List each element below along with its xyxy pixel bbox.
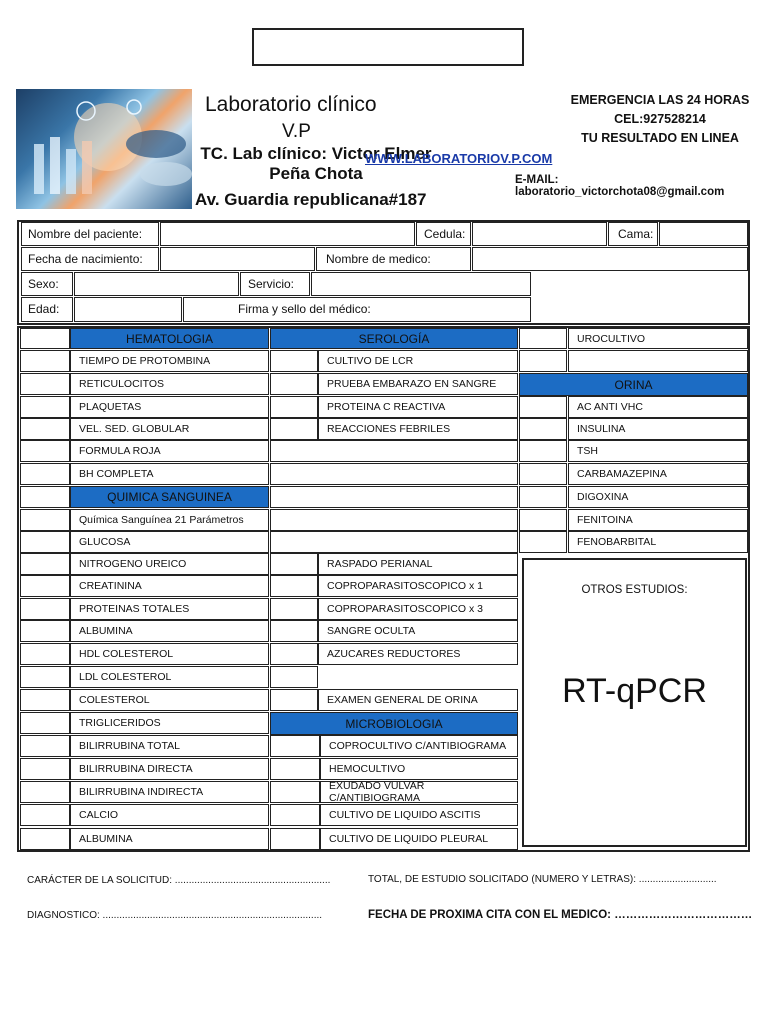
test-checkbox[interactable] (270, 463, 518, 485)
patient-name-label: Nombre del paciente: (28, 227, 143, 241)
test-item: HDL COLESTEROL (70, 643, 269, 665)
test-item: CREATININA (70, 575, 269, 597)
test-item: PROTEINAS TOTALES (70, 598, 269, 620)
total-estudios: TOTAL, DE ESTUDIO SOLICITADO (NUMERO Y LETRAS): ............................ (368, 874, 717, 885)
lab-subtitle: V.P (282, 121, 311, 142)
test-checkbox[interactable] (270, 531, 518, 553)
test-checkbox[interactable] (270, 828, 320, 850)
test-checkbox[interactable] (20, 781, 70, 803)
test-checkbox[interactable] (519, 486, 567, 508)
age-field[interactable] (74, 297, 182, 322)
test-checkbox[interactable] (20, 735, 70, 757)
test-item: CULTIVO DE LIQUIDO PLEURAL (320, 828, 518, 850)
test-checkbox[interactable] (20, 758, 70, 780)
test-checkbox[interactable] (20, 440, 70, 462)
test-checkbox[interactable] (270, 643, 318, 665)
test-checkbox[interactable] (20, 373, 70, 395)
lab-title: Laboratorio clínico (205, 93, 377, 116)
sex-field[interactable] (74, 272, 239, 296)
lab-website-link[interactable]: WWW.LABORATORIOV.P.COM (365, 151, 553, 166)
test-checkbox[interactable] (519, 509, 567, 531)
test-checkbox[interactable] (270, 598, 318, 620)
test-item: UROCULTIVO (568, 328, 748, 349)
test-checkbox[interactable] (20, 828, 70, 850)
cel-text: CEL:927528214 (614, 112, 706, 126)
email-text: E-MAIL: laboratorio_victorchota08@gmail.com (515, 174, 725, 198)
test-checkbox[interactable] (20, 553, 70, 575)
test-item: TSH (568, 440, 748, 462)
section-serologia: SEROLOGÍA (270, 328, 518, 349)
section-quimica: QUIMICA SANGUINEA (70, 486, 269, 508)
lab-tc: TC. Lab clínico: Victor Elmer Peña Chota (200, 144, 432, 183)
test-checkbox[interactable] (270, 575, 318, 597)
test-item: RASPADO PERIANAL (318, 553, 518, 575)
test-checkbox[interactable] (20, 463, 70, 485)
test-item: DIGOXINA (568, 486, 748, 508)
test-item: BH COMPLETA (70, 463, 269, 485)
test-checkbox[interactable] (270, 553, 318, 575)
cedula-field[interactable] (472, 222, 607, 246)
patient-name-field[interactable] (160, 222, 415, 246)
test-checkbox[interactable] (270, 509, 518, 531)
test-checkbox[interactable] (270, 350, 318, 372)
cedula-label: Cedula: (424, 227, 466, 241)
test-item: CULTIVO DE LCR (318, 350, 518, 372)
test-item: FORMULA ROJA (70, 440, 269, 462)
test-checkbox[interactable] (270, 758, 320, 780)
test-item: INSULINA (568, 418, 748, 440)
test-item: Química Sanguínea 21 Parámetros (70, 509, 269, 531)
test-checkbox[interactable] (270, 440, 518, 462)
section-microbiologia: MICROBIOLOGIA (270, 712, 518, 735)
test-checkbox[interactable] (270, 418, 318, 440)
lab-photo (16, 89, 192, 209)
test-checkbox[interactable] (270, 486, 518, 508)
test-checkbox[interactable] (519, 531, 567, 553)
caracter-solicitud: CARÁCTER DE LA SOLICITUD: ........................................................ (27, 875, 331, 886)
test-checkbox[interactable] (519, 463, 567, 485)
cama-label: Cama: (618, 227, 654, 241)
test-item: PROTEINA C REACTIVA (318, 396, 518, 418)
test-checkbox[interactable] (568, 350, 748, 372)
top-blank-box (252, 28, 524, 66)
test-item: RETICULOCITOS (70, 373, 269, 395)
test-item: BILIRRUBINA INDIRECTA (70, 781, 269, 803)
test-item: COPROPARASITOSCOPICO x 1 (318, 575, 518, 597)
test-checkbox[interactable] (20, 804, 70, 826)
test-checkbox[interactable] (270, 781, 320, 803)
test-item: AC ANTI VHC (568, 396, 748, 418)
test-item: NITROGENO UREICO (70, 553, 269, 575)
test-item: FENITOINA (568, 509, 748, 531)
test-checkbox[interactable] (270, 735, 320, 757)
test-item: CULTIVO DE LIQUIDO ASCITIS (320, 804, 518, 826)
test-item: BILIRRUBINA DIRECTA (70, 758, 269, 780)
test-item: COPROPARASITOSCOPICO x 3 (318, 598, 518, 620)
test-checkbox[interactable] (519, 440, 567, 462)
sex-label: Sexo: (28, 277, 59, 291)
test-checkbox[interactable] (20, 486, 70, 508)
section-hematologia: HEMATOLOGIA (70, 328, 269, 349)
test-checkbox[interactable] (20, 509, 70, 531)
birthdate-label: Fecha de nacimiento: (28, 252, 143, 266)
test-checkbox[interactable] (270, 804, 320, 826)
test-item: COLESTEROL (70, 689, 269, 711)
test-item: AZUCARES REDUCTORES (318, 643, 518, 665)
emergency-text: EMERGENCIA LAS 24 HORAS (570, 93, 750, 107)
test-checkbox[interactable] (270, 620, 318, 642)
test-checkbox[interactable] (20, 396, 70, 418)
test-item: ALBUMINA (70, 828, 269, 850)
test-item: LDL COLESTEROL (70, 666, 269, 688)
test-checkbox[interactable] (519, 396, 567, 418)
test-item: HEMOCULTIVO (320, 758, 518, 780)
test-checkbox[interactable] (20, 575, 70, 597)
test-checkbox[interactable] (519, 418, 567, 440)
online-text: TU RESULTADO EN LINEA (581, 131, 739, 145)
otros-estudios-label: OTROS ESTUDIOS: (581, 584, 688, 596)
test-checkbox[interactable] (270, 396, 318, 418)
test-item: ALBUMINA (70, 620, 269, 642)
test-item: FENOBARBITAL (568, 531, 748, 553)
doctor-name-label: Nombre de medico: (326, 252, 431, 266)
doctor-name-field[interactable] (472, 247, 748, 271)
test-checkbox[interactable] (20, 418, 70, 440)
age-label: Edad: (28, 302, 60, 316)
test-checkbox[interactable] (20, 689, 70, 711)
test-checkbox[interactable] (270, 373, 318, 395)
test-item: VEL. SED. GLOBULAR (70, 418, 269, 440)
test-item: GLUCOSA (70, 531, 269, 553)
test-checkbox[interactable] (270, 689, 318, 711)
test-item: CARBAMAZEPINA (568, 463, 748, 485)
test-item: TIEMPO DE PROTOMBINA (70, 350, 269, 372)
service-label: Servicio: (248, 277, 295, 291)
test-checkbox[interactable] (20, 598, 70, 620)
section-orina: ORINA (519, 373, 748, 396)
test-item: CALCIO (70, 804, 269, 826)
test-item: COPROCULTIVO C/ANTIBIOGRAMA (320, 735, 518, 757)
test-item: REACCIONES FEBRILES (318, 418, 518, 440)
test-checkbox[interactable] (20, 643, 70, 665)
test-item: SANGRE OCULTA (318, 620, 518, 642)
test-item: TRIGLICERIDOS (70, 712, 269, 734)
cama-field[interactable] (659, 222, 748, 246)
test-item: PLAQUETAS (70, 396, 269, 418)
test-item: BILIRRUBINA TOTAL (70, 735, 269, 757)
otros-estudios-value: RT-qPCR (562, 672, 707, 710)
test-checkbox[interactable] (20, 666, 70, 688)
test-checkbox[interactable] (20, 620, 70, 642)
test-checkbox[interactable] (270, 666, 318, 688)
birthdate-field[interactable] (160, 247, 315, 271)
test-checkbox[interactable] (20, 712, 70, 734)
lab-address: Av. Guardia republicana#187 (195, 190, 427, 209)
test-checkbox[interactable] (20, 531, 70, 553)
test-item: EXUDADO VULVAR C/ANTIBIOGRAMA (320, 781, 518, 803)
test-checkbox[interactable] (20, 350, 70, 372)
signature-label: Firma y sello del médico: (238, 302, 371, 316)
test-item: PRUEBA EMBARAZO EN SANGRE (318, 373, 518, 395)
test-item: EXAMEN GENERAL DE ORINA (318, 689, 518, 711)
diagnostico: DIAGNOSTICO: ............................................................................... (27, 910, 323, 921)
test-checkbox[interactable] (519, 350, 567, 372)
fecha-proxima-cita: FECHA DE PROXIMA CITA CON EL MEDICO: ……………………………… (368, 909, 753, 921)
service-field[interactable] (311, 272, 531, 296)
